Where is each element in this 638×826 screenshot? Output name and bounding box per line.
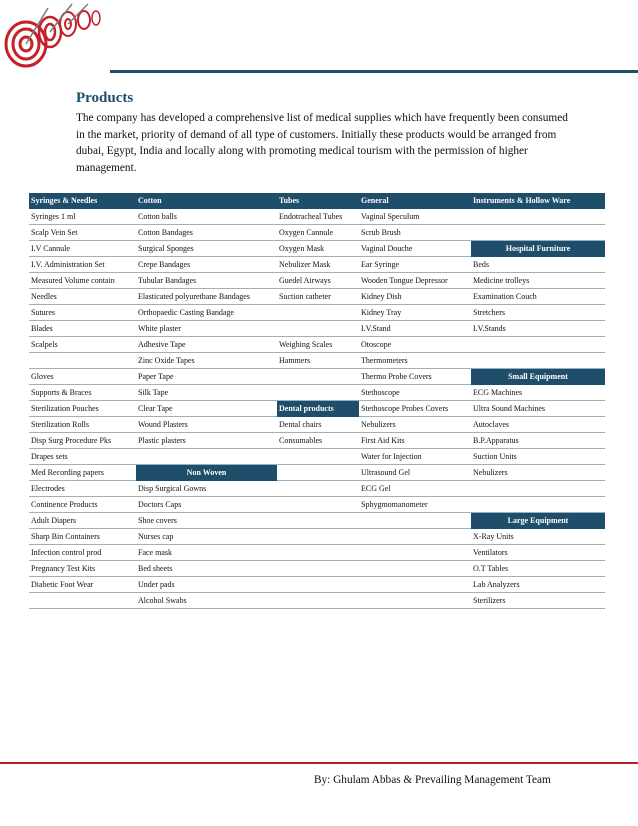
table-cell: Syringes 1 ml (29, 209, 136, 225)
table-cell: Disp Surg Procedure Pks (29, 433, 136, 449)
table-cell: Drapes sets (29, 449, 136, 465)
table-cell: O.T Tables (471, 561, 605, 577)
section-header-non-woven: Non Woven (136, 465, 277, 481)
table-cell (277, 545, 359, 561)
table-cell: Oxygen Mask (277, 241, 359, 257)
table-row (29, 465, 605, 481)
table-cell: Doctors Caps (136, 497, 277, 513)
section-header-small-equipment: Small Equipment (471, 369, 605, 385)
table-cell: Alcohol Swabs (136, 593, 277, 609)
table-row (29, 529, 605, 545)
table-cell (277, 513, 359, 529)
table-cell: Orthopaedic Casting Bandage (136, 305, 277, 321)
table-cell: Needles (29, 289, 136, 305)
table-cell: Vaginal Douche (359, 241, 471, 257)
table-row (29, 433, 605, 449)
table-cell: Scrub Brush (359, 225, 471, 241)
table-row (29, 273, 605, 289)
table-cell: Lab Analyzers (471, 577, 605, 593)
table-cell: Paper Tape (136, 369, 277, 385)
table-cell: White plaster (136, 321, 277, 337)
table-cell: Hammers (277, 353, 359, 369)
table-cell: Nurses cap (136, 529, 277, 545)
table-cell: Kidney Dish (359, 289, 471, 305)
table-row (29, 417, 605, 433)
table-cell: Diabetic Foot Wear (29, 577, 136, 593)
table-cell (277, 561, 359, 577)
column-header: Tubes (277, 193, 359, 209)
table-row (29, 257, 605, 273)
table-cell: Under pads (136, 577, 277, 593)
table-cell (471, 225, 605, 241)
table-cell: Adhesive Tape (136, 337, 277, 353)
table-cell: Stethoscope (359, 385, 471, 401)
table-cell: Guedel Airways (277, 273, 359, 289)
section-header-hospital-furniture: Hospital Furniture (471, 241, 605, 257)
table-cell: Zinc Oxide Tapes (136, 353, 277, 369)
logo (2, 2, 106, 72)
table-row (29, 289, 605, 305)
table-cell (277, 385, 359, 401)
table-cell: Pregnancy Test Kits (29, 561, 136, 577)
table-cell: I.V Cannule (29, 241, 136, 257)
column-header: Cotton (136, 193, 277, 209)
column-header: General (359, 193, 471, 209)
table-cell: Med Recording papers (29, 465, 136, 481)
table-cell: Scalpels (29, 337, 136, 353)
table-cell: Face mask (136, 545, 277, 561)
table-cell: Shoe covers (136, 513, 277, 529)
table-cell (471, 497, 605, 513)
table-cell: Sterilization Pouches (29, 401, 136, 417)
table-cell: ECG Gel (359, 481, 471, 497)
table-cell (359, 577, 471, 593)
table-row (29, 209, 605, 225)
table-cell: Continence Products (29, 497, 136, 513)
table-cell: Sharp Bin Containers (29, 529, 136, 545)
table-cell: Ear Syringe (359, 257, 471, 273)
table-row (29, 321, 605, 337)
table-cell: Crepe Bandages (136, 257, 277, 273)
table-cell: Suction Units (471, 449, 605, 465)
table-cell: Infection control prod (29, 545, 136, 561)
table-cell: I.V.Stands (471, 321, 605, 337)
table-cell: Nebulizer Mask (277, 257, 359, 273)
table-row (29, 561, 605, 577)
table-cell: Elasticated polyurethane Bandages (136, 289, 277, 305)
table-cell: Ultrasound Gel (359, 465, 471, 481)
table-cell: Kidney Tray (359, 305, 471, 321)
table-cell (471, 481, 605, 497)
column-header: Instruments & Hollow Ware (471, 193, 605, 209)
table-cell (277, 449, 359, 465)
table-row (29, 577, 605, 593)
header-rule (110, 70, 638, 73)
table-cell: Medicine trolleys (471, 273, 605, 289)
table-cell: Cotton balls (136, 209, 277, 225)
table-header-row (29, 193, 605, 209)
table-cell: Supports & Braces (29, 385, 136, 401)
table-cell: Sterilizers (471, 593, 605, 609)
table-cell (471, 209, 605, 225)
table-cell: Electrodes (29, 481, 136, 497)
table-row (29, 497, 605, 513)
table-cell: Oxygen Cannule (277, 225, 359, 241)
table-cell (277, 321, 359, 337)
table-row (29, 481, 605, 497)
table-cell: Examination Couch (471, 289, 605, 305)
table-cell: Sterilization Rolls (29, 417, 136, 433)
table-cell: Gloves (29, 369, 136, 385)
table-cell: Beds (471, 257, 605, 273)
table-cell: Autoclaves (471, 417, 605, 433)
table-cell: Sphygmomanometer (359, 497, 471, 513)
table-cell (29, 593, 136, 609)
table-cell (277, 529, 359, 545)
table-row (29, 225, 605, 241)
table-cell: Silk Tape (136, 385, 277, 401)
table-cell: Otoscope (359, 337, 471, 353)
table-cell: Clear Tape (136, 401, 277, 417)
table-cell (277, 369, 359, 385)
table-cell: Scalp Vein Set (29, 225, 136, 241)
table-cell: Surgical Sponges (136, 241, 277, 257)
table-cell: X-Ray Units (471, 529, 605, 545)
table-row (29, 449, 605, 465)
table-cell: Wooden Tongue Depressor (359, 273, 471, 289)
table-cell (277, 481, 359, 497)
table-cell: Blades (29, 321, 136, 337)
table-row (29, 385, 605, 401)
table-row (29, 353, 605, 369)
column-header: Syringes & Needles (29, 193, 136, 209)
table-row (29, 401, 605, 417)
table-cell: Vaginal Speculum (359, 209, 471, 225)
table-cell: Dental chairs (277, 417, 359, 433)
table-cell: Disp Surgical Gowns (136, 481, 277, 497)
table-cell: Sutures (29, 305, 136, 321)
table-cell (277, 577, 359, 593)
section-header-large-equipment: Large Equipment (471, 513, 605, 529)
table-cell (136, 449, 277, 465)
table-cell: Ventilators (471, 545, 605, 561)
table-row (29, 337, 605, 353)
footer-rule (0, 762, 638, 764)
intro-paragraph: The company has developed a comprehensive list of medical supplies which have frequently been consumed in the market, priority of demand of all type of customers. Initially these products would be arranged from dubai, Egypt, India and locally along with promoting medical tourism with the permission of higher management. (76, 112, 568, 174)
table-cell: Water for Injection (359, 449, 471, 465)
table-cell (277, 465, 359, 481)
table-cell (359, 593, 471, 609)
table-row (29, 545, 605, 561)
table-cell: I.V.Stand (359, 321, 471, 337)
table-cell: Stethoscope Probes Covers (359, 401, 471, 417)
table-cell: Plastic plasters (136, 433, 277, 449)
table-cell: Weighing Scales (277, 337, 359, 353)
table-cell (29, 353, 136, 369)
page-title: Products (76, 90, 134, 106)
table-cell: First Aid Kits (359, 433, 471, 449)
footer-credit: By: Ghulam Abbas & Prevailing Management Team (314, 774, 551, 786)
table-cell (359, 561, 471, 577)
table-cell: Suction catheter (277, 289, 359, 305)
section-header-dental-products: Dental products (277, 401, 359, 417)
table-cell: Nebulizers (471, 465, 605, 481)
table-cell (359, 545, 471, 561)
table-cell: B.P.Apparatus (471, 433, 605, 449)
table-cell: Endotracheal Tubes (277, 209, 359, 225)
products-table (29, 193, 605, 609)
table-cell: Consumables (277, 433, 359, 449)
table-cell (359, 529, 471, 545)
table-row (29, 241, 605, 257)
table-row (29, 369, 605, 385)
table-cell: Measured Volume contain (29, 273, 136, 289)
intro-section (76, 90, 576, 176)
table-cell: Nebulizers (359, 417, 471, 433)
table-cell: Thermo Probe Covers (359, 369, 471, 385)
table-cell (277, 497, 359, 513)
target-arrows-logo-icon (2, 2, 106, 72)
table-cell: ECG Machines (471, 385, 605, 401)
table-cell: Wound Plasters (136, 417, 277, 433)
table-cell: Adult Diapers (29, 513, 136, 529)
table-cell: I.V. Administration Set (29, 257, 136, 273)
table-cell: Cotton Bandages (136, 225, 277, 241)
table-row (29, 513, 605, 529)
table-cell (277, 305, 359, 321)
table-cell (471, 337, 605, 353)
table-cell: Stretchers (471, 305, 605, 321)
table-cell: Thermometers (359, 353, 471, 369)
table-cell: Bed sheets (136, 561, 277, 577)
table-cell (277, 593, 359, 609)
table-cell (359, 513, 471, 529)
table-row (29, 593, 605, 609)
table-row (29, 305, 605, 321)
table-cell: Ultra Sound Machines (471, 401, 605, 417)
table-cell (471, 353, 605, 369)
table-cell: Tubular Bandages (136, 273, 277, 289)
